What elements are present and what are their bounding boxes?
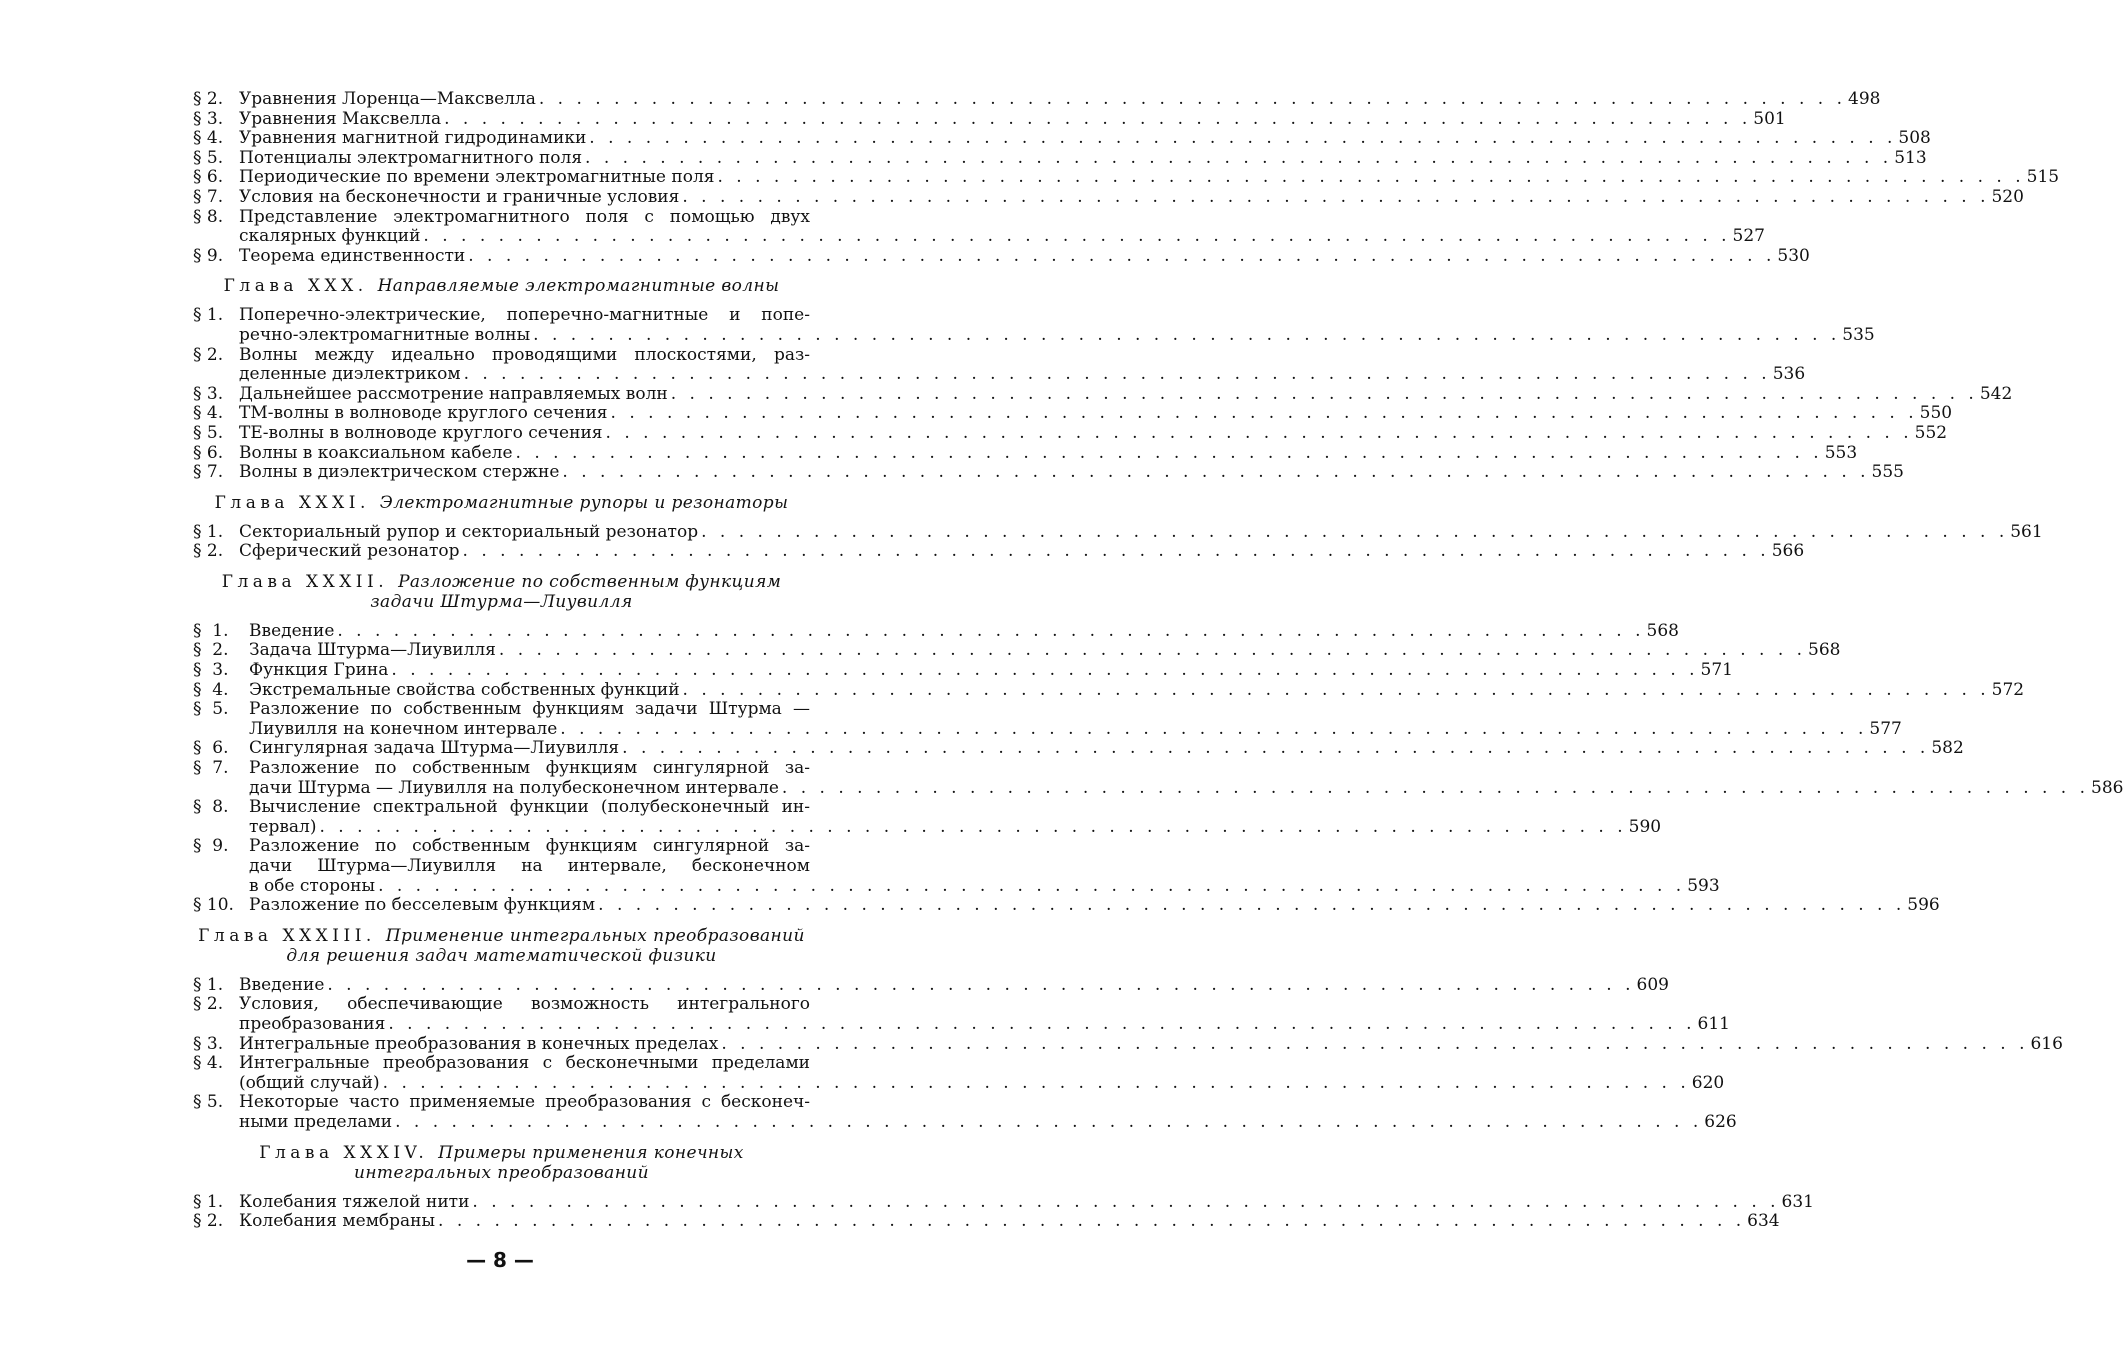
entry-line — [239, 226, 1765, 247]
entry-body — [239, 1033, 2063, 1055]
chapter-title: Разложение по собственным функциям — [398, 571, 782, 592]
entry-page-number: 536 — [1772, 364, 1806, 385]
section-number: § 8. — [193, 206, 224, 227]
section-number: § 4. — [193, 1053, 224, 1074]
chapter-heading — [193, 1143, 810, 1183]
chapter-label: Глава XXX. — [223, 276, 378, 297]
entry-line — [239, 995, 810, 1015]
toc-entry[interactable] — [193, 383, 2013, 405]
table-of-contents — [193, 89, 2123, 1232]
entry-body — [239, 245, 1810, 267]
chapter-heading — [193, 493, 810, 513]
toc-entry[interactable] — [193, 1053, 1725, 1093]
leader-dots: . . . . . . . . . . . . . . . . . . . . . . . . . . . . . . . . . . . . . . . . . . . . . . . . . . . . . . . . . . . . . . . . . . . . . . — [468, 245, 1776, 266]
leader-dots: . . . . . . . . . . . . . . . . . . . . . . . . . . . . . . . . . . . . . . . . . . . . . . . . . . . . . . . . . . . . . . . . . . . . . . — [319, 816, 1627, 837]
section-number: § 5. — [193, 699, 229, 720]
section-number: § 5. — [193, 147, 224, 168]
leader-dots: . . . . . . . . . . . . . . . . . . . . . . . . . . . . . . . . . . . . . . . . . . . . . . . . . . . . . . . . . . . . . . . . . . . . . . — [533, 324, 1841, 345]
toc-entry[interactable] — [193, 895, 1940, 916]
leader-dots: . . . . . . . . . . . . . . . . . . . . . . . . . . . . . . . . . . . . . . . . . . . . . . . . . . . . . . . . . . . . . . . . . . . . . . — [538, 89, 1847, 109]
entry-line — [249, 679, 2025, 701]
section-number: § 1. — [193, 1191, 224, 1212]
page-number: — 8 — — [466, 1248, 534, 1272]
entry-line — [249, 718, 1902, 740]
entry-line — [239, 422, 1948, 444]
toc-entry[interactable] — [193, 89, 1881, 110]
toc-entry[interactable] — [193, 403, 1953, 424]
leader-dots: . . . . . . . . . . . . . . . . . . . . . . . . . . . . . . . . . . . . . . . . . . . . . . . . . . . . . . . . . . . . . . . . . . . . . . — [438, 1211, 1746, 1232]
section-number: § 7. — [193, 758, 229, 779]
leader-dots: . . . . . . . . . . . . . . . . . . . . . . . . . . . . . . . . . . . . . . . . . . . . . . . . . . . . . . . . . . . . . . . . . . . . . . — [423, 226, 1731, 247]
entry-line — [249, 777, 2123, 799]
entry-page-number: 568 — [1646, 620, 1679, 641]
entry-title: ТМ-волны в волноводе круглого сечения — [239, 403, 608, 424]
leader-dots: . . . . . . . . . . . . . . . . . . . . . . . . . . . . . . . . . . . . . . . . . . . . . . . . . . . . . . . . . . . . . . . . . . . . . . — [781, 777, 2090, 798]
toc-entry[interactable] — [193, 462, 1904, 483]
section-number: § 2. — [193, 541, 224, 562]
leader-dots: . . . . . . . . . . . . . . . . . . . . . . . . . . . . . . . . . . . . . . . . . . . . . . . . . . . . . . . . . . . . . . . . . . . . . . — [444, 108, 1752, 129]
entry-line — [249, 798, 810, 818]
entry-line — [239, 1013, 1730, 1035]
leader-dots: . . . . . . . . . . . . . . . . . . . . . . . . . . . . . . . . . . . . . . . . . . . . . . . . . . . . . . . . . . . . . . . . . . . . . . — [585, 147, 1893, 168]
entry-line — [239, 208, 810, 228]
entry-page-number: 577 — [1869, 718, 1902, 739]
toc-entry[interactable] — [193, 186, 2024, 208]
entry-line — [239, 108, 1786, 130]
entry-title: преобразования — [239, 1013, 386, 1034]
entry-title: Уравнения Лоренца—Максвелла — [239, 89, 536, 109]
entry-page-number: 535 — [1842, 324, 1875, 345]
chapter-label: Глава XXXI. — [214, 492, 380, 513]
toc-entry[interactable] — [193, 994, 1730, 1034]
entry-line — [239, 306, 810, 326]
chapter-label: Глава XXXII. — [221, 571, 399, 592]
entry-title: тервал) — [249, 816, 317, 837]
chapter-heading-line — [193, 572, 810, 592]
entry-line — [239, 245, 1810, 267]
section-number: § 7. — [193, 462, 224, 483]
section-number: § 4. — [193, 128, 224, 149]
entry-line — [239, 346, 810, 366]
leader-dots: . . . . . . . . . . . . . . . . . . . . . . . . . . . . . . . . . . . . . . . . . . . . . . . . . . . . . . . . . . . . . . . . . . . . . . — [388, 1013, 1696, 1034]
leader-dots: . . . . . . . . . . . . . . . . . . . . . . . . . . . . . . . . . . . . . . . . . . . . . . . . . . . . . . . . . . . . . . . . . . . . . . — [717, 167, 2025, 188]
entry-title: Экстремальные свойства собственных функций — [249, 679, 680, 700]
entry-title: деленные диэлектриком — [239, 364, 461, 385]
entry-title: Потенциалы электромагнитного поля — [239, 147, 583, 168]
toc-entry[interactable] — [193, 245, 1810, 267]
toc-entry[interactable] — [193, 1092, 1737, 1132]
entry-title: Волны в диэлектрическом стержне — [239, 462, 560, 483]
section-number: § 3. — [193, 660, 229, 681]
toc-entry[interactable] — [193, 206, 1765, 247]
leader-dots: . . . . . . . . . . . . . . . . . . . . . . . . . . . . . . . . . . . . . . . . . . . . . . . . . . . . . . . . . . . . . . . . . . . . . . — [682, 186, 1990, 207]
entry-page-number: 566 — [1771, 541, 1805, 562]
entry-line — [239, 1191, 1814, 1213]
toc-entry[interactable] — [193, 1211, 1780, 1232]
leader-dots: . . . . . . . . . . . . . . . . . . . . . . . . . . . . . . . . . . . . . . . . . . . . . . . . . . . . . . . . . . . . . . . . . . . . . . — [472, 1191, 1780, 1212]
entry-title: Интегральные преобразования с бесконечными пределами — [239, 1053, 810, 1074]
leader-dots: . . . . . . . . . . . . . . . . . . . . . . . . . . . . . . . . . . . . . . . . . . . . . . . . . . . . . . . . . . . . . . . . . . . . . . — [610, 403, 1918, 424]
entry-body — [249, 738, 1964, 759]
leader-dots: . . . . . . . . . . . . . . . . . . . . . . . . . . . . . . . . . . . . . . . . . . . . . . . . . . . . . . . . . . . . . . . . . . . . . . — [391, 660, 1699, 681]
entry-title: Уравнения Максвелла — [239, 108, 442, 129]
entry-page-number: 555 — [1871, 462, 1904, 483]
entry-body — [249, 620, 1679, 642]
entry-title: Некоторые часто применяемые преобразования с бесконеч- — [239, 1092, 810, 1113]
section-number: § 3. — [193, 1033, 224, 1054]
section-number: § 5. — [193, 422, 224, 443]
entry-body — [239, 206, 1765, 247]
chapter-label: Глава XXXIV. — [259, 1142, 439, 1163]
entry-line — [239, 364, 1806, 385]
entry-body — [239, 1211, 1780, 1232]
entry-body — [239, 1191, 1814, 1213]
section-number: § 9. — [193, 836, 229, 857]
toc-entry[interactable] — [193, 108, 1786, 130]
section-number: § 4. — [193, 679, 229, 700]
entry-body — [239, 521, 2043, 543]
entry-page-number: 586 — [2091, 777, 2123, 798]
section-number: § 5. — [193, 1092, 224, 1113]
chapter-title: Направляемые электромагнитные волны — [377, 276, 780, 297]
leader-dots: . . . . . . . . . . . . . . . . . . . . . . . . . . . . . . . . . . . . . . . . . . . . . . . . . . . . . . . . . . . . . . . . . . . . . . — [462, 541, 1770, 562]
section-number: § 1. — [193, 620, 229, 641]
entry-page-number: 501 — [1753, 108, 1786, 129]
leader-dots: . . . . . . . . . . . . . . . . . . . . . . . . . . . . . . . . . . . . . . . . . . . . . . . . . . . . . . . . . . . . . . . . . . . . . . — [670, 383, 1978, 404]
entry-title: Волны между идеально проводящими плоскостями, раз- — [239, 344, 810, 365]
entry-page-number: 634 — [1747, 1211, 1780, 1232]
leader-dots: . . . . . . . . . . . . . . . . . . . . . . . . . . . . . . . . . . . . . . . . . . . . . . . . . . . . . . . . . . . . . . . . . . . . . . — [327, 974, 1635, 995]
entry-page-number: 609 — [1636, 974, 1669, 995]
section-number: § 6. — [193, 167, 224, 188]
entry-page-number: 515 — [2026, 167, 2060, 188]
entry-page-number: 550 — [1919, 403, 1953, 424]
section-number: § 4. — [193, 403, 224, 424]
leader-dots: . . . . . . . . . . . . . . . . . . . . . . . . . . . . . . . . . . . . . . . . . . . . . . . . . . . . . . . . . . . . . . . . . . . . . . — [498, 640, 1807, 661]
chapter-title: для решения задач математической физики — [286, 945, 717, 966]
entry-line — [239, 521, 2043, 543]
entry-title: Уравнения магнитной гидродинамики — [239, 128, 587, 149]
entry-page-number: 596 — [1907, 895, 1940, 916]
leader-dots: . . . . . . . . . . . . . . . . . . . . . . . . . . . . . . . . . . . . . . . . . . . . . . . . . . . . . . . . . . . . . . . . . . . . . . — [701, 521, 2009, 542]
entry-page-number: 508 — [1898, 128, 1931, 149]
chapter-title: Применение интегральных преобразований — [385, 925, 805, 946]
entry-page-number: 513 — [1894, 147, 1927, 168]
section-number: § 8. — [193, 797, 229, 818]
entry-body — [239, 403, 1953, 424]
entry-line — [249, 759, 810, 779]
entry-line — [249, 738, 1964, 759]
entry-title: Введение — [249, 620, 335, 641]
section-number: § 10. — [193, 895, 234, 916]
entry-line — [239, 167, 2060, 188]
toc-entry[interactable] — [193, 422, 1948, 444]
entry-body — [249, 836, 1720, 896]
entry-page-number: 542 — [1979, 383, 2013, 404]
entry-title: ными пределами — [239, 1111, 393, 1132]
chapter-heading-line — [193, 946, 810, 966]
entry-body — [239, 128, 1931, 149]
entry-line — [249, 620, 1679, 642]
entry-line — [239, 1072, 1725, 1094]
entry-page-number: 552 — [1914, 422, 1948, 443]
leader-dots: . . . . . . . . . . . . . . . . . . . . . . . . . . . . . . . . . . . . . . . . . . . . . . . . . . . . . . . . . . . . . . . . . . . . . . — [721, 1033, 2029, 1054]
entry-body — [239, 167, 2060, 188]
section-number: § 2. — [193, 89, 224, 109]
entry-body — [239, 305, 1875, 345]
entry-line — [249, 895, 1940, 916]
entry-title: Поперечно-электрические, поперечно-магнитные и попе- — [239, 305, 810, 326]
chapter-title: задачи Штурма—Лиувилля — [370, 591, 633, 612]
section-number: § 6. — [193, 738, 229, 759]
entry-line — [239, 383, 2013, 405]
entry-body — [239, 541, 1805, 562]
toc-entry[interactable] — [193, 620, 1679, 642]
entry-body — [249, 797, 1662, 837]
section-number: § 9. — [193, 245, 224, 266]
leader-dots: . . . . . . . . . . . . . . . . . . . . . . . . . . . . . . . . . . . . . . . . . . . . . . . . . . . . . . . . . . . . . . . . . . . . . . — [515, 442, 1823, 463]
entry-line — [239, 462, 1904, 483]
entry-title: Представление электромагнитного поля с помощью двух — [239, 206, 810, 227]
entry-title: Задача Штурма—Лиувилля — [249, 640, 496, 661]
leader-dots: . . . . . . . . . . . . . . . . . . . . . . . . . . . . . . . . . . . . . . . . . . . . . . . . . . . . . . . . . . . . . . . . . . . . . . — [382, 1072, 1690, 1093]
chapter-heading — [193, 572, 810, 612]
entry-title: дачи Штурма — Лиувилля на полубесконечном интервале — [249, 777, 779, 798]
leader-dots: . . . . . . . . . . . . . . . . . . . . . . . . . . . . . . . . . . . . . . . . . . . . . . . . . . . . . . . . . . . . . . . . . . . . . . — [560, 718, 1868, 739]
toc-entry[interactable] — [193, 679, 2025, 701]
toc-entry[interactable] — [193, 167, 2060, 188]
chapter-heading — [193, 276, 810, 296]
chapter-heading-line — [193, 276, 810, 296]
toc-entry[interactable] — [193, 305, 1875, 345]
entry-body — [239, 344, 1806, 385]
toc-entry[interactable] — [193, 974, 1669, 996]
entry-title: Сингулярная задача Штурма—Лиувилля — [249, 738, 620, 759]
entry-body — [239, 383, 2013, 405]
entry-line — [249, 640, 1841, 661]
entry-line — [239, 541, 1805, 562]
chapter-heading-line — [193, 1143, 810, 1163]
leader-dots: . . . . . . . . . . . . . . . . . . . . . . . . . . . . . . . . . . . . . . . . . . . . . . . . . . . . . . . . . . . . . . . . . . . . . . — [378, 875, 1686, 896]
toc-entry[interactable] — [193, 660, 1733, 681]
section-number: § 2. — [193, 994, 224, 1015]
leader-dots: . . . . . . . . . . . . . . . . . . . . . . . . . . . . . . . . . . . . . . . . . . . . . . . . . . . . . . . . . . . . . . . . . . . . . . — [463, 364, 1771, 385]
entry-line — [239, 324, 1875, 346]
entry-body — [239, 994, 1730, 1034]
entry-line — [239, 128, 1931, 149]
entry-body — [249, 679, 2025, 701]
entry-body — [239, 1053, 1725, 1093]
entry-body — [239, 974, 1669, 996]
entry-line — [239, 1054, 810, 1074]
entry-line — [249, 875, 1720, 897]
entry-title: Условия на бесконечности и граничные условия — [239, 186, 680, 207]
entry-title: Колебания тяжелой нити — [239, 1191, 470, 1212]
chapter-heading-line — [193, 926, 810, 946]
entry-line — [239, 186, 2024, 208]
entry-title: дачи Штурма—Лиувилля на интервале, бесконечном — [249, 856, 810, 876]
chapter-title: Электромагнитные рупоры и резонаторы — [379, 492, 789, 513]
entry-body — [249, 699, 1902, 739]
entry-title: Разложение по собственным функциям задачи Штурма — — [249, 699, 810, 720]
entry-title: Дальнейшее рассмотрение направляемых волн — [239, 383, 668, 404]
entry-body — [239, 1092, 1737, 1132]
entry-page-number: 620 — [1691, 1072, 1725, 1093]
chapter-title: Примеры применения конечных — [438, 1142, 744, 1163]
entry-body — [239, 147, 1927, 169]
toc-entry[interactable] — [193, 1033, 2063, 1055]
entry-line — [239, 147, 1927, 169]
entry-title: Лиувилля на конечном интервале — [249, 718, 558, 739]
entry-line — [239, 1211, 1780, 1232]
entry-title: Условия, обеспечивающие возможность интегрального — [239, 994, 810, 1015]
entry-line — [239, 89, 1881, 110]
leader-dots: . . . . . . . . . . . . . . . . . . . . . . . . . . . . . . . . . . . . . . . . . . . . . . . . . . . . . . . . . . . . . . . . . . . . . . — [562, 462, 1870, 483]
entry-page-number: 571 — [1700, 660, 1733, 681]
entry-title: Интегральные преобразования в конечных пределах — [239, 1033, 719, 1054]
entry-page-number: 527 — [1732, 226, 1765, 247]
toc-entry[interactable] — [193, 344, 1806, 385]
entry-body — [239, 186, 2024, 208]
toc-entry[interactable] — [193, 541, 1805, 562]
entry-line — [249, 816, 1662, 838]
toc-entry[interactable] — [193, 1191, 1814, 1213]
entry-title: Теорема единственности — [239, 245, 466, 266]
entry-title: Введение — [239, 974, 325, 995]
entry-line — [249, 837, 810, 857]
leader-dots: . . . . . . . . . . . . . . . . . . . . . . . . . . . . . . . . . . . . . . . . . . . . . . . . . . . . . . . . . . . . . . . . . . . . . . — [598, 895, 1906, 916]
toc-entry[interactable] — [193, 758, 2123, 798]
entry-title: (общий случай) — [239, 1072, 380, 1093]
section-number: § 6. — [193, 442, 224, 463]
toc-entry[interactable] — [193, 797, 1662, 837]
toc-entry[interactable] — [193, 442, 1858, 464]
entry-page-number: 582 — [1931, 738, 1964, 759]
chapter-heading-line — [193, 1163, 810, 1183]
toc-entry[interactable] — [193, 640, 1841, 661]
entry-page-number: 626 — [1704, 1111, 1737, 1132]
entry-title: речно-электромагнитные волны — [239, 324, 531, 345]
section-number: § 2. — [193, 640, 229, 661]
toc-entry[interactable] — [193, 147, 1927, 169]
entry-title: Разложение по собственным функциям сингулярной за- — [249, 836, 810, 857]
section-number: § 1. — [193, 521, 224, 542]
entry-title: Функция Грина — [249, 660, 389, 681]
section-number: § 7. — [193, 186, 224, 207]
entry-line — [239, 974, 1669, 996]
entry-title: Секториальный рупор и секториальный резонатор — [239, 521, 699, 542]
entry-line — [239, 1033, 2063, 1055]
chapter-heading — [193, 926, 810, 966]
section-number: § 3. — [193, 108, 224, 129]
entry-body — [239, 422, 1948, 444]
entry-page-number: 611 — [1697, 1013, 1730, 1034]
entry-page-number: 498 — [1848, 89, 1881, 109]
leader-dots: . . . . . . . . . . . . . . . . . . . . . . . . . . . . . . . . . . . . . . . . . . . . . . . . . . . . . . . . . . . . . . . . . . . . . . — [682, 679, 1990, 700]
toc-entry[interactable] — [193, 521, 2043, 543]
section-number: § 1. — [193, 974, 224, 995]
entry-title: Вычисление спектральной функции (полубесконечный ин- — [249, 797, 810, 818]
entry-page-number: 616 — [2030, 1033, 2063, 1054]
entry-page-number: 590 — [1628, 816, 1662, 837]
toc-entry[interactable] — [193, 836, 1720, 896]
entry-page-number: 561 — [2010, 521, 2043, 542]
toc-entry[interactable] — [193, 738, 1964, 759]
leader-dots: . . . . . . . . . . . . . . . . . . . . . . . . . . . . . . . . . . . . . . . . . . . . . . . . . . . . . . . . . . . . . . . . . . . . . . — [395, 1111, 1703, 1132]
chapter-label: Глава XXXIII. — [198, 925, 386, 946]
entry-line — [239, 442, 1858, 464]
entry-body — [239, 462, 1904, 483]
chapter-heading-line — [193, 592, 810, 612]
entry-body — [249, 660, 1733, 681]
entry-title: скалярных функций — [239, 226, 421, 247]
entry-line — [239, 1093, 810, 1113]
toc-entry[interactable] — [193, 128, 1931, 149]
entry-title: ТЕ-волны в волноводе круглого сечения — [239, 422, 603, 443]
section-number: § 3. — [193, 383, 224, 404]
entry-page-number: 631 — [1781, 1191, 1814, 1212]
section-number: § 2. — [193, 344, 224, 365]
entry-page-number: 568 — [1808, 640, 1841, 661]
chapter-heading-line — [193, 493, 810, 513]
toc-entry[interactable] — [193, 699, 1902, 739]
entry-body — [249, 895, 1940, 916]
entry-page-number: 572 — [1991, 679, 2025, 700]
entry-line — [249, 857, 810, 877]
entry-title: Сферический резонатор — [239, 541, 460, 562]
entry-page-number: 520 — [1991, 186, 2024, 207]
entry-page-number: 593 — [1687, 875, 1720, 896]
section-number: § 1. — [193, 305, 224, 326]
entry-title: Разложение по бесселевым функциям — [249, 895, 596, 916]
entry-body — [249, 640, 1841, 661]
entry-title: Колебания мембраны — [239, 1211, 436, 1232]
entry-line — [249, 700, 810, 720]
chapter-title: интегральных преобразований — [353, 1162, 649, 1183]
entry-page-number: 530 — [1777, 245, 1810, 266]
leader-dots: . . . . . . . . . . . . . . . . . . . . . . . . . . . . . . . . . . . . . . . . . . . . . . . . . . . . . . . . . . . . . . . . . . . . . . — [337, 620, 1645, 641]
leader-dots: . . . . . . . . . . . . . . . . . . . . . . . . . . . . . . . . . . . . . . . . . . . . . . . . . . . . . . . . . . . . . . . . . . . . . . — [622, 738, 1930, 759]
entry-title: Разложение по собственным функциям сингулярной за- — [249, 758, 810, 779]
entry-body — [239, 442, 1858, 464]
entry-title: Волны в коаксиальном кабеле — [239, 442, 513, 463]
entry-line — [239, 1111, 1737, 1133]
entry-body — [239, 108, 1786, 130]
entry-line — [249, 660, 1733, 681]
entry-title: Периодические по времени электромагнитные поля — [239, 167, 715, 188]
section-number: § 2. — [193, 1211, 224, 1232]
entry-title: в обе стороны — [249, 875, 376, 896]
entry-body — [249, 758, 2123, 798]
entry-body — [239, 89, 1881, 110]
leader-dots: . . . . . . . . . . . . . . . . . . . . . . . . . . . . . . . . . . . . . . . . . . . . . . . . . . . . . . . . . . . . . . . . . . . . . . — [589, 128, 1897, 149]
leader-dots: . . . . . . . . . . . . . . . . . . . . . . . . . . . . . . . . . . . . . . . . . . . . . . . . . . . . . . . . . . . . . . . . . . . . . . — [605, 422, 1913, 443]
entry-page-number: 553 — [1824, 442, 1858, 463]
entry-line — [239, 403, 1953, 424]
